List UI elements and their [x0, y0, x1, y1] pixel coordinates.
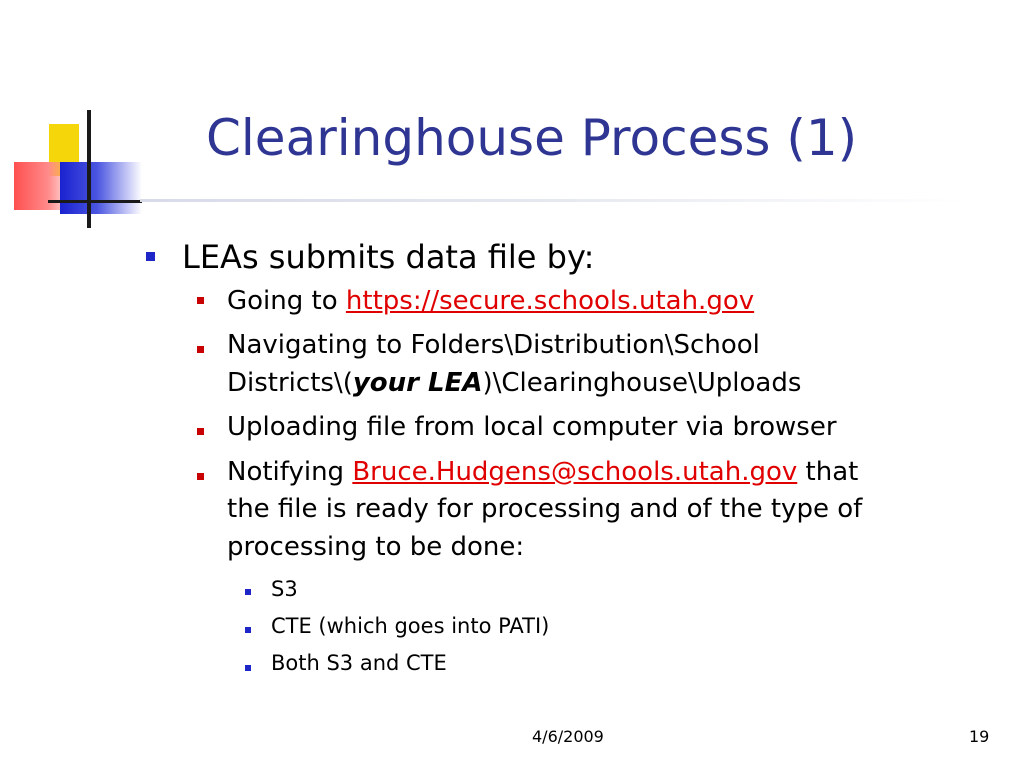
nav-path-start: Districts\( — [227, 368, 353, 398]
bullet-navigating-line2 — [227, 364, 801, 402]
bullet-square-icon — [197, 297, 204, 304]
bullet-square-icon — [245, 627, 251, 633]
bullet-notifying-line2: the file is ready for processing and of the type of — [227, 494, 863, 524]
bullet-text-leas: LEAs submits data file by: — [182, 238, 595, 276]
bullet-square-icon — [197, 473, 204, 480]
email-link[interactable]: Bruce.Hudgens@schools.utah.gov — [352, 457, 798, 487]
bullet-notifying-line3: processing to be done: — [227, 532, 525, 562]
notify-label: Notifying — [227, 457, 353, 487]
bullet-square-icon — [245, 665, 251, 671]
slide-logo — [0, 100, 150, 230]
notify-that: that — [797, 457, 859, 487]
logo-vertical-line — [87, 110, 91, 228]
bullet-square-icon — [245, 589, 251, 595]
nav-path-your-lea: your LEA — [352, 368, 483, 398]
bullet-square-icon — [197, 346, 204, 353]
bullet-square-icon — [146, 252, 155, 261]
bullet-notifying-line1 — [227, 453, 858, 491]
bullet-uploading: Uploading file from local computer via browser — [227, 412, 837, 442]
bullet-going-to — [227, 282, 754, 320]
secure-schools-link[interactable]: https://secure.schools.utah.gov — [345, 286, 755, 316]
logo-horizontal-line — [48, 200, 142, 203]
logo-blue-block — [60, 162, 142, 214]
sub-bullet-cte: CTE (which goes into PATI) — [271, 614, 550, 638]
bullet-navigating-line1: Navigating to Folders\Distribution\School — [227, 330, 760, 360]
sub-bullet-both: Both S3 and CTE — [271, 651, 447, 675]
title-underline — [140, 199, 970, 202]
nav-path-end: )\Clearinghouse\Uploads — [482, 368, 802, 398]
sub-bullet-s3: S3 — [271, 577, 298, 601]
bullet-square-icon — [197, 428, 204, 435]
slide-number: 19 — [969, 727, 990, 746]
slide-title: Clearinghouse Process (1) — [206, 109, 858, 167]
footer-date: 4/6/2009 — [532, 727, 604, 746]
going-to-label: Going to — [227, 286, 346, 316]
